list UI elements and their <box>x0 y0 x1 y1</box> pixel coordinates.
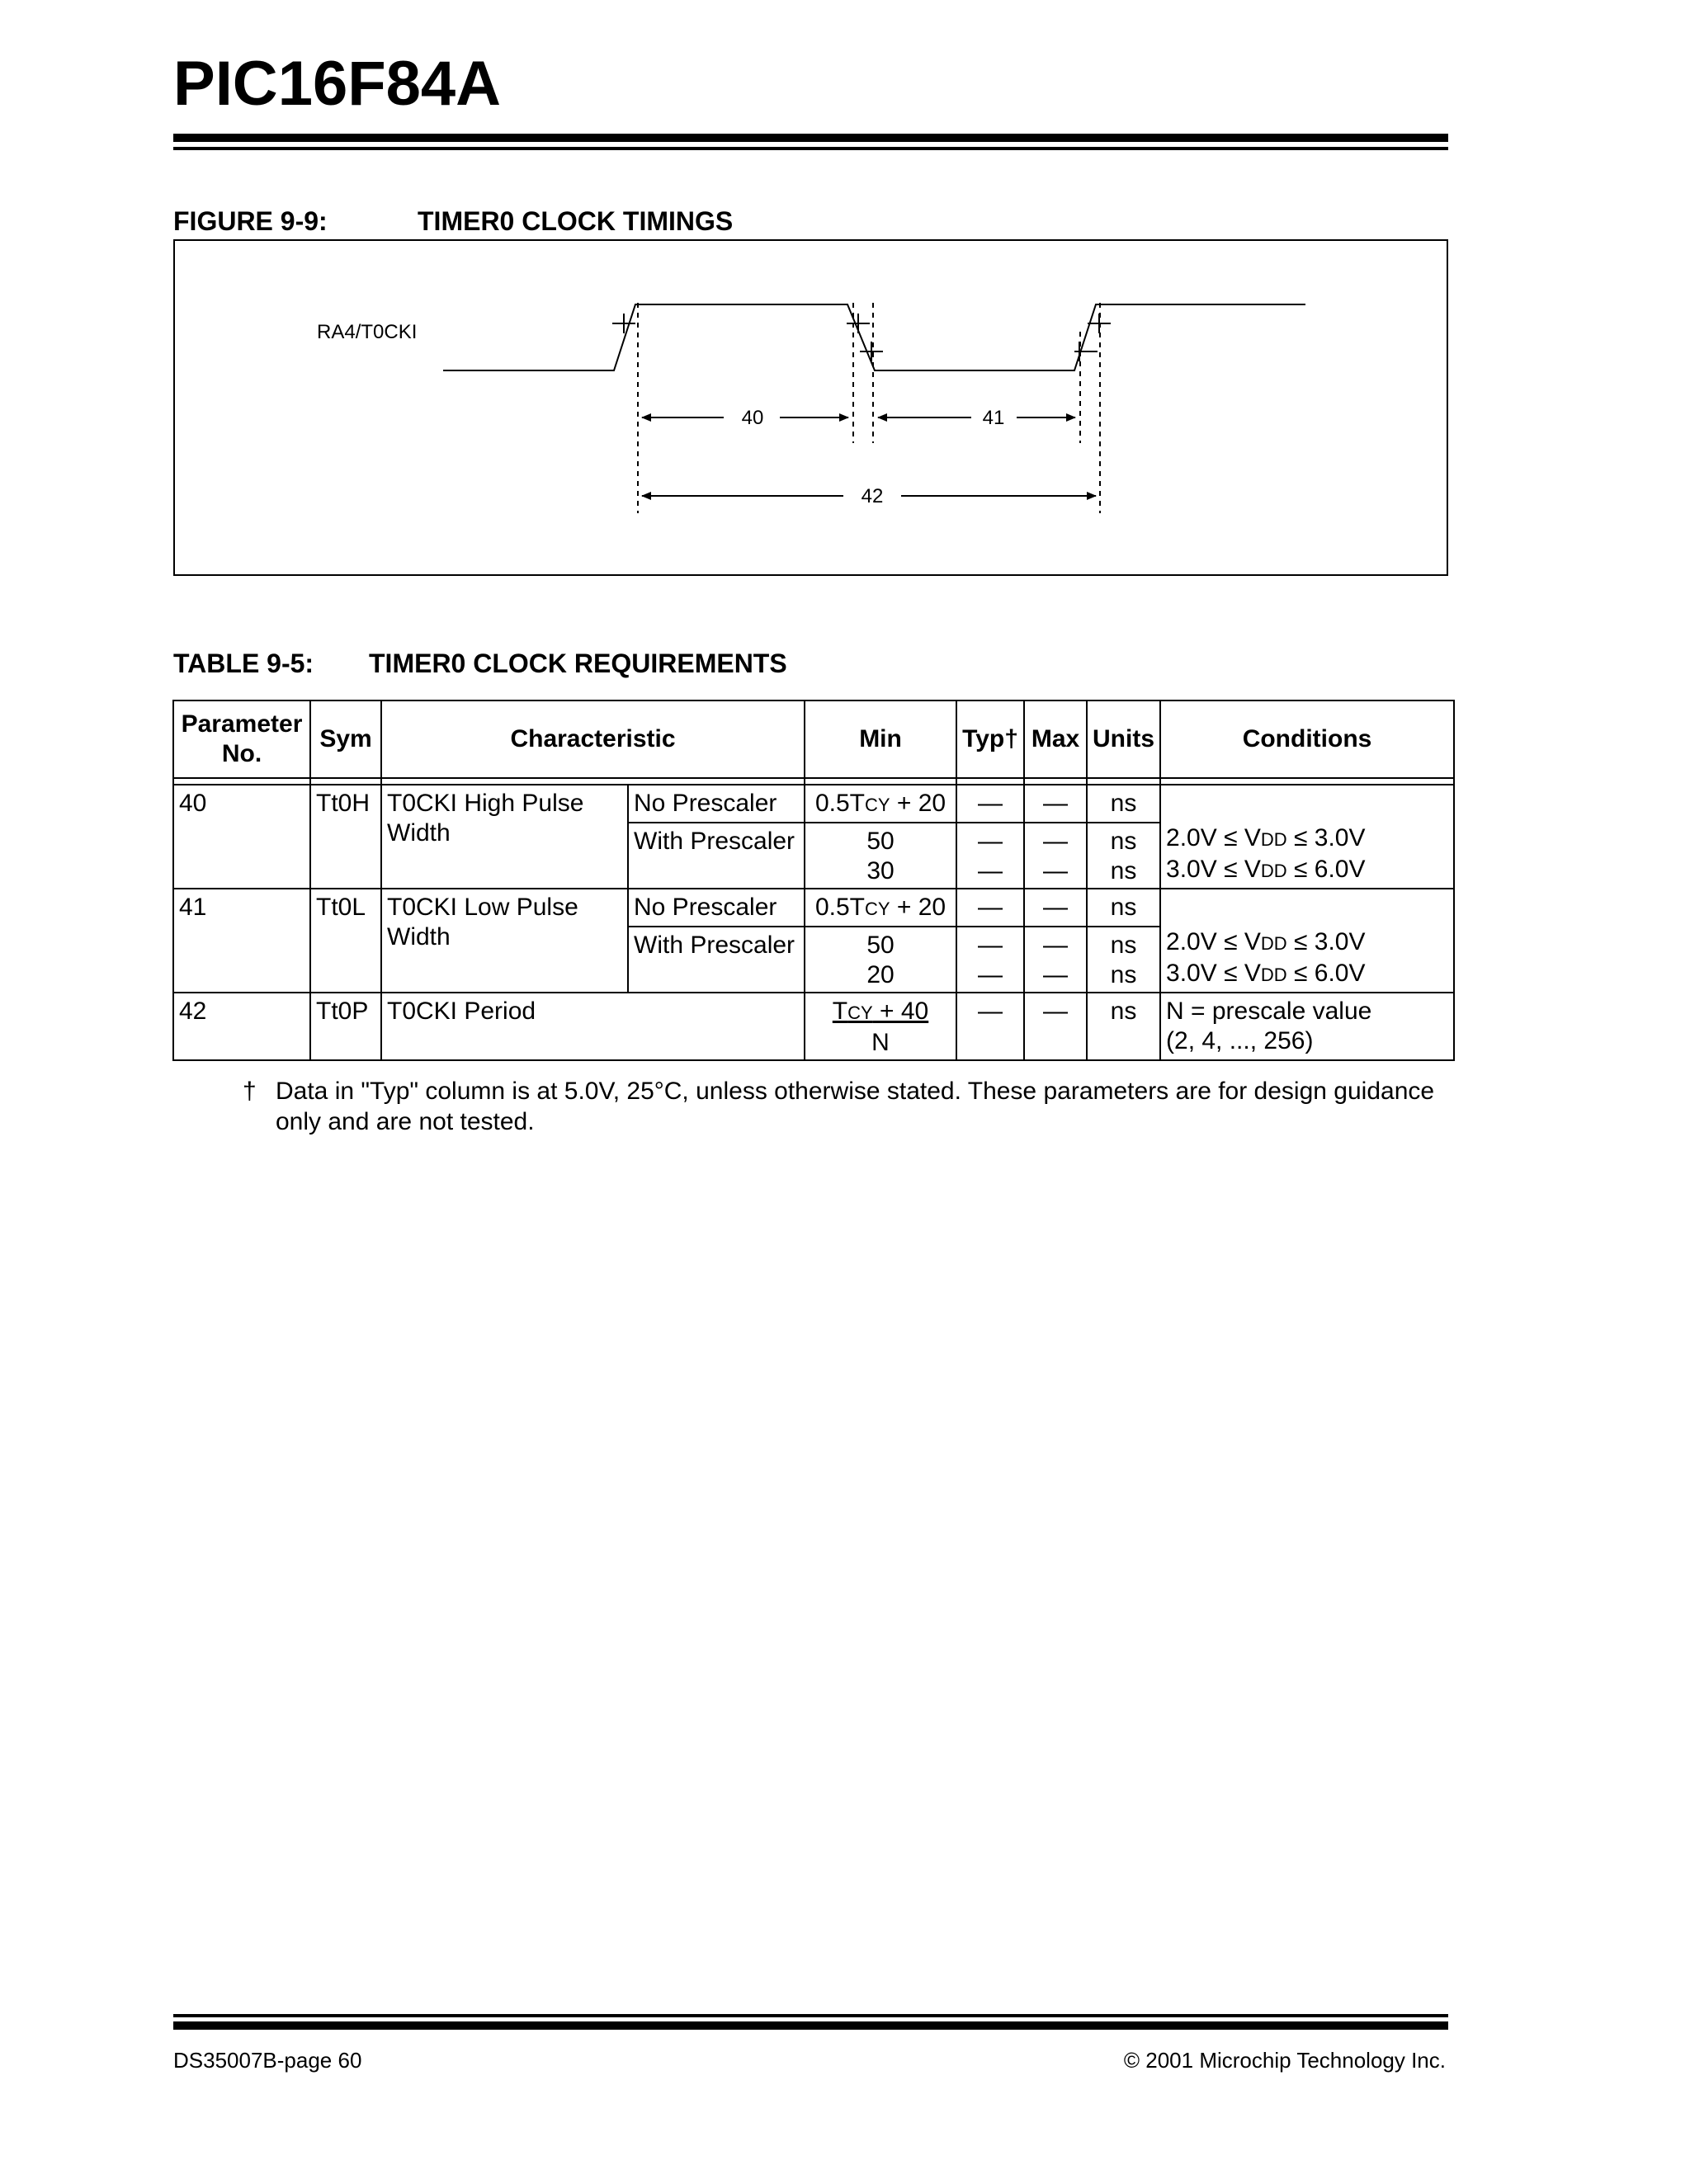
footer-rule-thick <box>173 2021 1448 2030</box>
header-param: Parameter No. <box>173 700 310 778</box>
table-row <box>173 993 1454 1060</box>
timing-diagram <box>173 239 1448 576</box>
min-cell: 50 30 <box>805 823 956 889</box>
prescaler-cell: With Prescaler <box>628 823 805 889</box>
header-rule-thick <box>173 134 1448 142</box>
requirements-table <box>172 700 1455 1061</box>
header-characteristic: Characteristic <box>381 700 805 778</box>
max-cell: — <box>1024 889 1087 927</box>
units-cell: ns <box>1087 785 1160 823</box>
conditions-cell: N = prescale value (2, 4, ..., 256) <box>1160 993 1454 1060</box>
sym-cell: Tt0H <box>310 785 381 889</box>
conditions-cell: 2.0V ≤ VDD ≤ 3.0V 3.0V ≤ VDD ≤ 6.0V <box>1160 785 1454 889</box>
signal-label: RA4/T0CKI <box>317 321 418 343</box>
prescaler-cell: With Prescaler <box>628 927 805 993</box>
param-cell: 41 <box>173 889 310 993</box>
header-typ: Typ† <box>956 700 1024 778</box>
sym-cell: Tt0P <box>310 993 381 1060</box>
figure-number: FIGURE 9-9: <box>173 206 328 236</box>
typ-cell: — — <box>956 927 1024 993</box>
figure-title: TIMER0 CLOCK TIMINGS <box>418 206 734 236</box>
min-cell: 0.5TCY + 20 <box>805 785 956 823</box>
typ-cell: — <box>956 785 1024 823</box>
table-header-row <box>173 700 1454 778</box>
units-cell: ns ns <box>1087 927 1160 993</box>
header-conditions: Conditions <box>1160 700 1454 778</box>
units-cell: ns ns <box>1087 823 1160 889</box>
table-title: TIMER0 CLOCK REQUIREMENTS <box>369 649 787 678</box>
units-cell: ns <box>1087 889 1160 927</box>
max-cell: — — <box>1024 927 1087 993</box>
footnote-text: Data in "Typ" column is at 5.0V, 25°C, unless otherwise stated. These parameters are for design guidance only and are not tested. <box>276 1078 1435 1135</box>
table-row <box>173 785 1454 823</box>
max-cell: — <box>1024 785 1087 823</box>
prescaler-cell: No Prescaler <box>628 785 805 823</box>
max-cell: — — <box>1024 823 1087 889</box>
sym-cell: Tt0L <box>310 889 381 993</box>
prescaler-cell: No Prescaler <box>628 889 805 927</box>
header-max: Max <box>1024 700 1087 778</box>
min-cell: TCY + 40 N <box>805 993 956 1060</box>
reference-lines <box>638 303 1100 513</box>
table-number: TABLE 9-5: <box>173 649 314 678</box>
document-title: PIC16F84A <box>173 49 502 119</box>
header-min: Min <box>805 700 956 778</box>
requirements-table-wrap <box>172 700 1453 1061</box>
param-cell: 40 <box>173 785 310 889</box>
header-rule-thin <box>173 147 1448 150</box>
units-cell: ns <box>1087 993 1160 1060</box>
characteristic-cell: T0CKI Low Pulse Width <box>381 889 628 993</box>
marker-41: 41 <box>982 407 1005 429</box>
conditions-cell: 2.0V ≤ VDD ≤ 3.0V 3.0V ≤ VDD ≤ 6.0V <box>1160 889 1454 993</box>
header-separator <box>173 778 1454 785</box>
min-cell: 0.5TCY + 20 <box>805 889 956 927</box>
marker-42: 42 <box>861 485 884 507</box>
characteristic-cell: T0CKI Period <box>381 993 805 1060</box>
typ-cell: — — <box>956 823 1024 889</box>
footnote-mark: † <box>243 1078 257 1105</box>
marker-40: 40 <box>741 407 764 429</box>
min-cell: 50 20 <box>805 927 956 993</box>
footer-page-id: DS35007B-page 60 <box>173 2048 362 2073</box>
param-cell: 42 <box>173 993 310 1060</box>
footer-rule-thin <box>173 2014 1448 2017</box>
header-units: Units <box>1087 700 1160 778</box>
waveform <box>443 304 1305 370</box>
header-sym: Sym <box>310 700 381 778</box>
footer-copyright: © 2001 Microchip Technology Inc. <box>1123 2048 1446 2073</box>
typ-cell: — <box>956 889 1024 927</box>
characteristic-cell: T0CKI High Pulse Width <box>381 785 628 889</box>
max-cell: — <box>1024 993 1087 1060</box>
typ-cell: — <box>956 993 1024 1060</box>
table-row <box>173 889 1454 927</box>
timing-diagram-svg <box>175 241 1447 574</box>
dimension-arrows <box>642 417 1096 496</box>
